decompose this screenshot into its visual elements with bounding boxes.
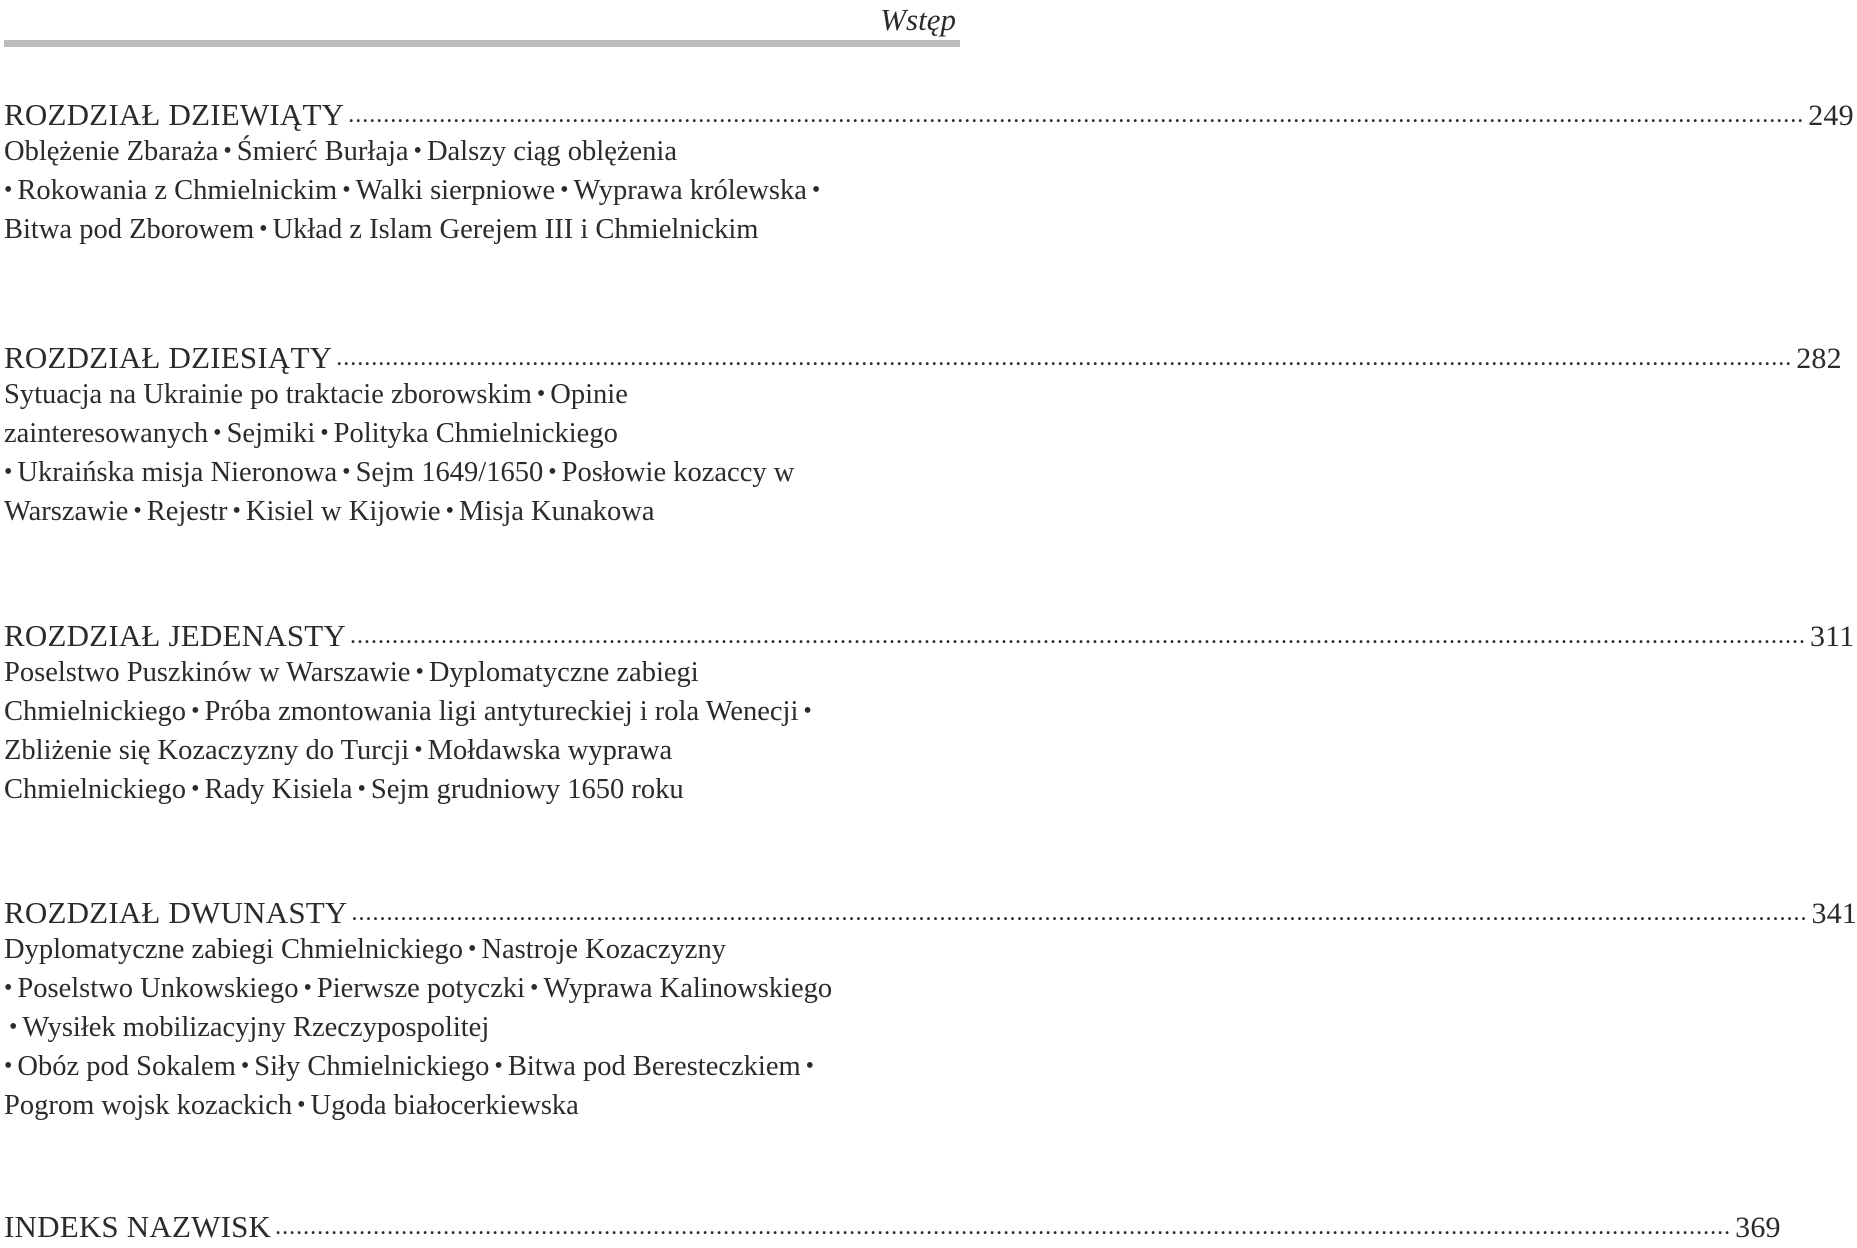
topic: Wysiłek mobilizacyjny Rzeczypospolitej [22, 1012, 489, 1043]
bullet-icon: • [191, 693, 199, 730]
bullet-icon: • [414, 133, 422, 170]
topic: Posłowie kozaccy w Warszawie [4, 457, 794, 527]
topic: Opinie zainteresowanych [4, 379, 628, 449]
topic: Siły Chmielnickiego [254, 1051, 489, 1082]
topic: Zbliżenie się Kozaczyzny do Turcji [4, 735, 409, 766]
topic: Pogrom wojsk kozackich [4, 1090, 292, 1121]
bullet-icon: • [303, 970, 311, 1007]
topic: Kisiel w Kijowie [246, 496, 441, 527]
topic: Sejm grudniowy 1650 roku [371, 774, 684, 805]
chapter-topics [4, 133, 834, 250]
toc-entry-index[interactable] [4, 1207, 958, 1247]
chapter-topics [4, 931, 834, 1126]
page-number[interactable]: 282 [1796, 339, 1842, 379]
topic: Mołdawska wyprawa Chmielnickiego [4, 735, 672, 805]
bullet-icon: • [4, 454, 12, 491]
topic: Bitwa pod Zborowem [4, 214, 254, 245]
topic: Bitwa pod Beresteczkiem [508, 1051, 801, 1082]
topic: Śmierć Burłaja [237, 136, 409, 167]
bullet-icon: • [812, 172, 820, 209]
bullet-icon: • [241, 1048, 249, 1085]
topic: Rady Kisiela [204, 774, 352, 805]
bullet-icon: • [357, 771, 365, 808]
topic: Poselstwo Unkowskiego [17, 973, 298, 1004]
bullet-icon: • [530, 970, 538, 1007]
topic: Wyprawa Kalinowskiego [543, 973, 832, 1004]
bullet-icon: • [446, 493, 454, 530]
dot-leader: ................................................................................................................................................................................................................ [336, 338, 1792, 378]
bullet-icon: • [537, 376, 545, 413]
topic: Ukraińska misja Nieronowa [17, 457, 337, 488]
bullet-icon: • [232, 493, 240, 530]
topic: Oblężenie Zbaraża [4, 136, 218, 167]
topic: Próba zmontowania ligi antytureckiej i rola Wenecji [204, 696, 798, 727]
bullet-icon: • [415, 654, 423, 691]
bullet-icon: • [494, 1048, 502, 1085]
chapter-title[interactable]: ROZDZIAŁ JEDENASTY [4, 616, 346, 656]
topic: Dyplomatyczne zabiegi Chmielnickiego [4, 934, 463, 965]
bullet-icon: • [320, 415, 328, 452]
toc-entry-title-line[interactable] [4, 893, 958, 933]
index-title[interactable]: INDEKS NAZWISK [4, 1207, 271, 1247]
chapter-title[interactable]: ROZDZIAŁ DWUNASTY [4, 893, 348, 933]
topic: Walki sierpniowe [356, 175, 556, 206]
toc-entry-title-line[interactable] [4, 95, 958, 135]
dot-leader: ................................................................................................................................................................................................................ [275, 1207, 1731, 1247]
bullet-icon: • [297, 1087, 305, 1124]
topic: Wyprawa królewska [574, 175, 807, 206]
bullet-icon: • [259, 211, 267, 248]
bullet-icon: • [9, 1009, 17, 1046]
topic: Układ z Islam Gerejem III i Chmielnickim [273, 214, 759, 245]
chapter-title[interactable]: ROZDZIAŁ DZIEWIĄTY [4, 95, 344, 135]
topic: Sytuacja na Ukrainie po traktacie zborowskim [4, 379, 532, 410]
topic: Poselstwo Puszkinów w Warszawie [4, 657, 410, 688]
page-number[interactable]: 369 [1735, 1208, 1781, 1248]
bullet-icon: • [4, 970, 12, 1007]
topic: Pierwsze potyczki [317, 973, 525, 1004]
topic: Obóz pod Sokalem [17, 1051, 235, 1082]
bullet-icon: • [560, 172, 568, 209]
topic: Sejm 1649/1650 [356, 457, 544, 488]
toc-entry-chapter-10[interactable] [4, 338, 958, 532]
dot-leader: ................................................................................................................................................................................................................ [350, 616, 1806, 656]
topic: Rejestr [147, 496, 228, 527]
bullet-icon: • [414, 732, 422, 769]
topic: Ugoda białocerkiewska [311, 1090, 579, 1121]
bullet-icon: • [4, 1048, 12, 1085]
bullet-icon: • [806, 1048, 814, 1085]
bullet-icon: • [342, 454, 350, 491]
bullet-icon: • [468, 931, 476, 968]
bullet-icon: • [133, 493, 141, 530]
bullet-icon: • [548, 454, 556, 491]
bullet-icon: • [191, 771, 199, 808]
toc-entry-title-line[interactable] [4, 338, 958, 378]
topic: Rokowania z Chmielnickim [17, 175, 337, 206]
topic: Misja Kunakowa [459, 496, 655, 527]
dot-leader: ................................................................................................................................................................................................................ [352, 893, 1808, 933]
bullet-icon: • [223, 133, 231, 170]
bullet-icon: • [342, 172, 350, 209]
toc-entry-chapter-12[interactable] [4, 893, 958, 1126]
page-number[interactable]: 341 [1812, 894, 1857, 934]
page-number[interactable]: 311 [1810, 617, 1855, 657]
chapter-title[interactable]: ROZDZIAŁ DZIESIĄTY [4, 338, 332, 378]
topic: Dalszy ciąg oblężenia [427, 136, 677, 167]
bullet-icon: • [4, 172, 12, 209]
header-rule [4, 40, 960, 47]
bullet-icon: • [213, 415, 221, 452]
topic: Polityka Chmielnickiego [334, 418, 618, 449]
page-number[interactable]: 249 [1808, 96, 1854, 136]
dot-leader: ................................................................................................................................................................................................................ [348, 95, 1804, 135]
topic: Dyplomatyczne zabiegi Chmielnickiego [4, 657, 699, 727]
chapter-topics [4, 376, 834, 532]
bullet-icon: • [803, 693, 811, 730]
toc-entry-chapter-9[interactable] [4, 95, 958, 250]
toc-entry-title-line[interactable] [4, 1207, 958, 1247]
topic: Nastroje Kozaczyzny [481, 934, 726, 965]
chapter-topics [4, 654, 852, 810]
toc-entry-title-line[interactable] [4, 616, 958, 656]
toc-entry-chapter-11[interactable] [4, 616, 958, 810]
topic: Sejmiki [227, 418, 316, 449]
running-head: Wstęp [880, 2, 956, 38]
